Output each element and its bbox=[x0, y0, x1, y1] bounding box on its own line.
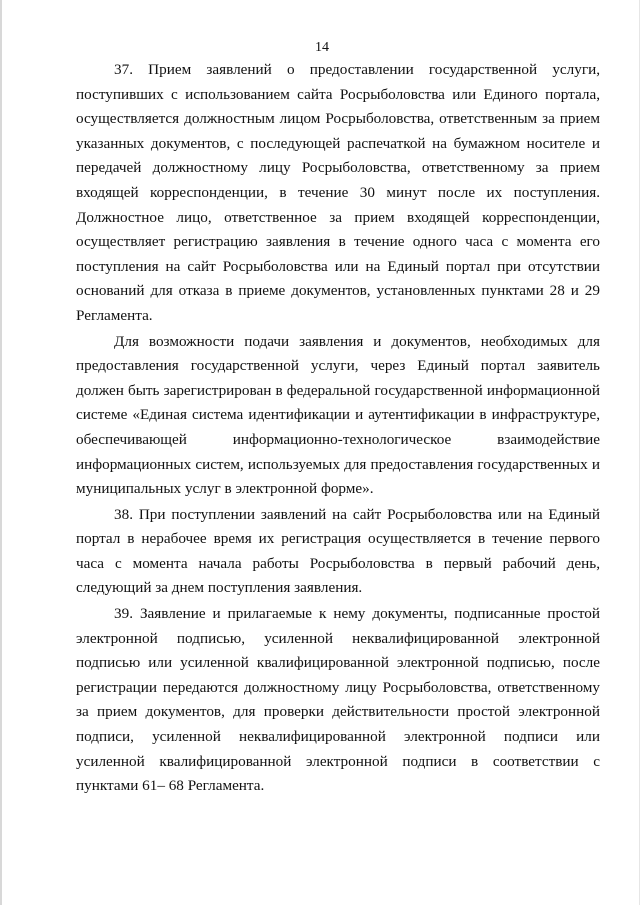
paragraph-registration-requirement: Для возможности подачи заявления и документов, необходимых для предоставления государственной услуги, через Единый портал заявитель должен быть зарегистрирован в федеральной государственной информационной системе «Единая система идентификации и аутентификации в инфраструктуре, обеспечивающей информационно-технологическое взаимодействие информационных систем, используемых для предоставления государственных и муниципальных услуг в электронной форме». bbox=[76, 332, 600, 498]
paragraph-38: 38. При поступлении заявлений на сайт Росрыболовства или на Единый портал в нерабочее время их регистрация осуществляется в течение первого часа с момента начала работы Росрыболовства в первый рабочий день, следующий за днем поступления заявления. bbox=[76, 505, 600, 597]
paragraph-37: 37. Прием заявлений о предоставлении государственной услуги, поступивших с использованием сайта Росрыболовства или Единого портала, осуществляется должностным лицом Росрыболовства, ответственным за прием указанных документов, с последующей распечаткой на бумажном носителе и передачей должностному лицу Росрыболовства, ответственному за прием входящей корреспонденции, в течение 30 минут после их поступления. Должностное лицо, ответственное за прием входящей корреспонденции, осуществляет регистрацию заявления в течение одного часа с момента его поступления на сайт Росрыболовства или на Единый портал при отсутствии оснований для отказа в приеме документов, установленных пунктами 28 и 29 Регламента. bbox=[76, 61, 600, 324]
document-body bbox=[76, 58, 600, 800]
page-number: 14 bbox=[315, 40, 329, 55]
paragraph-39: 39. Заявление и прилагаемые к нему документы, подписанные простой электронной подписью, усиленной неквалифицированной электронной подписью или усиленной квалифицированной электронной подписью, после регистрации передаются должностному лицу Росрыболовства, ответственному за прием документов, для проверки действительности простой электронной подписи, усиленной неквалифицированной электронной подписи или усиленной квалифицированной электронной подписи в соответствии с пунктами 61– 68 Регламента. bbox=[76, 605, 600, 795]
